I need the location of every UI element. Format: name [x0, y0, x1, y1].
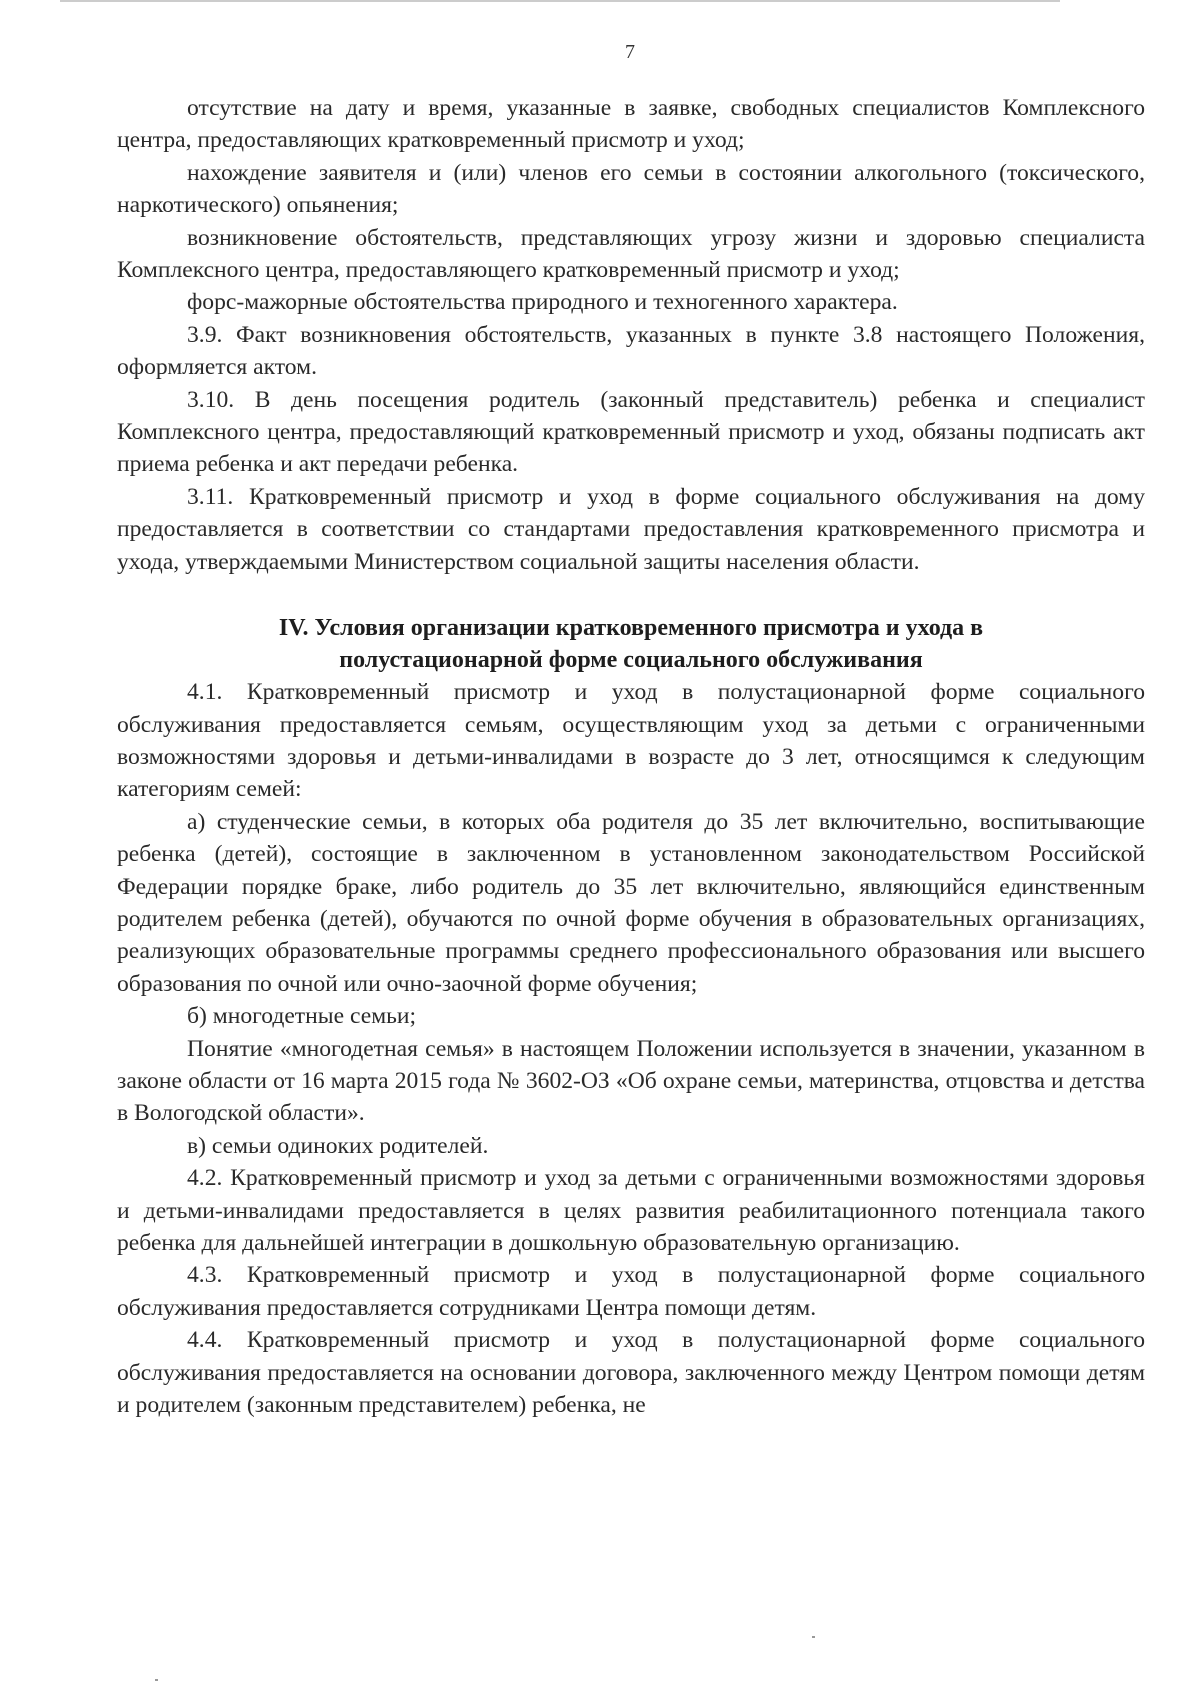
list-item-b: б) многодетные семьи; [187, 1003, 417, 1030]
section-heading [117, 612, 1145, 676]
scan-top-edge [60, 0, 1060, 2]
section-heading-line-2: полустационарной форме социального обслуживания [339, 647, 923, 674]
document-body [117, 92, 1145, 1421]
scan-speck [155, 1679, 158, 1681]
scan-speck [812, 1636, 815, 1638]
paragraph-4-1: 4.1. Кратковременный присмотр и уход в полустационарной форме социального обслуживания предоставляется семьям, осуществляющим уход за детьми с ограниченными возможностями здоровья и детьми-инвалидами в возрасте до 3 лет, относящимся к следующим категориям семей: [117, 679, 1145, 803]
list-item-v: в) семьи одиноких родителей. [187, 1132, 489, 1159]
paragraph-3-9: 3.9. Факт возникновения обстоятельств, указанных в пункте 3.8 настоящего Положения, оформляется актом. [117, 321, 1145, 381]
paragraph: форс-мажорные обстоятельства природного и техногенного характера. [187, 289, 898, 316]
list-item-a: а) студенческие семьи, в которых оба родителя до 35 лет включительно, воспитывающие ребенка (детей), состоящие в заключенном в установленном законодательством Российской Федерации порядке браке, либо родитель до 35 лет включительно, являющийся единственным родителем ребенка (детей), обучаются по очной форме обучения в образовательных организациях, реализующих образовательные программы среднего профессионального образования или высшего образования по очной или очно-заочной форме обучения; [117, 808, 1145, 997]
paragraph-4-2: 4.2. Кратковременный присмотр и уход за детьми с ограниченными возможностями здоровья и детьми-инвалидами предоставляется в целях развития реабилитационного потенциала такого ребенка для дальнейшей интеграции в дошкольную образовательную организацию. [117, 1165, 1145, 1256]
paragraph-3-11: 3.11. Кратковременный присмотр и уход в форме социального обслуживания на дому предоставляется в соответствии со стандартами предоставления кратковременного присмотра и ухода, утверждаемыми Министерством социальной защиты населения области. [117, 483, 1145, 575]
paragraph-4-3: 4.3. Кратковременный присмотр и уход в полустационарной форме социального обслуживания предоставляется сотрудниками Центра помощи детям. [117, 1262, 1145, 1321]
page-number: 7 [625, 41, 635, 63]
paragraph: нахождение заявителя и (или) членов его семьи в состоянии алкогольного (токсического, наркотического) опьянения; [117, 159, 1145, 219]
paragraph-3-10: 3.10. В день посещения родитель (законный представитель) ребенка и специалист Комплексного центра, предоставляющий кратковременный присмотр и уход, обязаны подписать акт приема ребенка и акт передачи ребенка. [117, 386, 1145, 478]
paragraph-4-4: 4.4. Кратковременный присмотр и уход в полустационарной форме социального обслуживания предоставляется на основании договора, заключенного между Центром помощи детям и родителем (законным представителем) ребенка, не [117, 1327, 1145, 1419]
paragraph: Понятие «многодетная семья» в настоящем Положении используется в значении, указанном в законе области от 16 марта 2015 года № 3602-ОЗ «Об охране семьи, материнства, отцовства и детства в Вологодской области». [117, 1035, 1145, 1127]
paragraph: возникновение обстоятельств, представляющих угрозу жизни и здоровью специалиста Комплексного центра, предоставляющего кратковременный присмотр и уход; [117, 224, 1145, 284]
section-heading-line-1: IV. Условия организации кратковременного присмотра и ухода в [278, 615, 984, 642]
paragraph: отсутствие на дату и время, указанные в заявке, свободных специалистов Комплексного центра, предоставляющих кратковременный присмотр и уход; [117, 95, 1145, 154]
